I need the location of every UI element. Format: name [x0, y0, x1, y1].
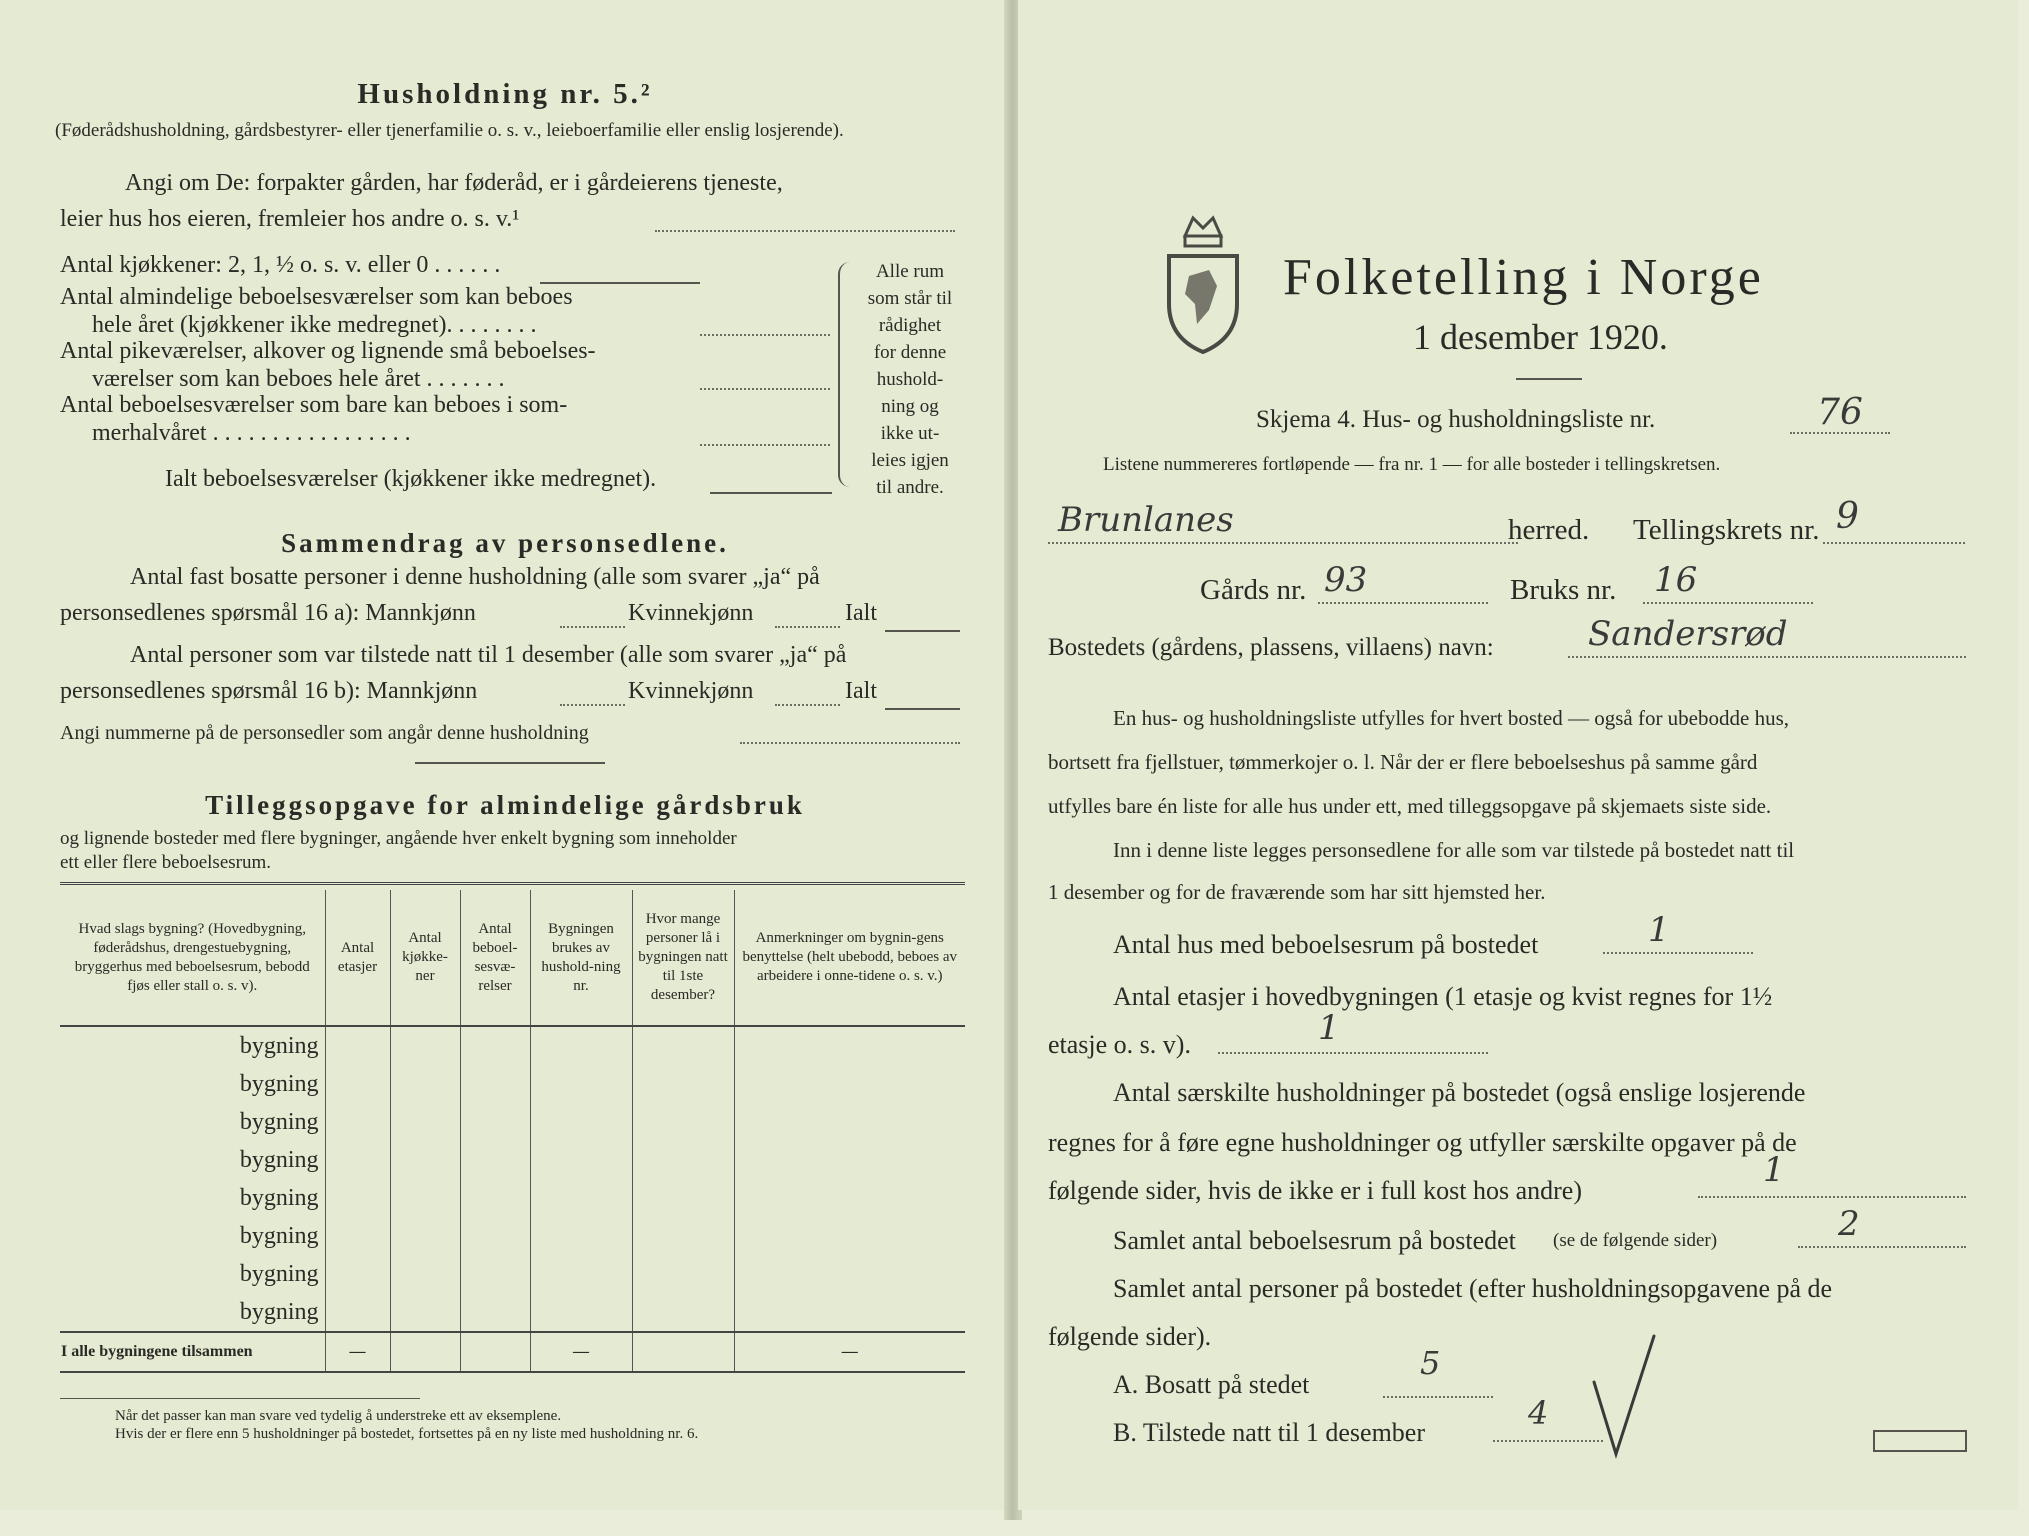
building-cell[interactable]: bygning — [239, 1298, 319, 1325]
coat-of-arms-icon — [1163, 212, 1243, 356]
header-floors: Antal etasjer — [325, 890, 390, 1026]
bruks-line — [1643, 602, 1813, 604]
houses-label: Antal hus med beboelsesrum på bostedet — [1113, 930, 1539, 959]
floors-line — [1218, 1052, 1488, 1054]
intro-line-1: Angi om De: forpakter gården, har føderåd, er i gårdeierens tjeneste, — [125, 170, 783, 196]
households-line — [1698, 1196, 1966, 1198]
form-date: 1 desember 1920. — [1413, 317, 1668, 357]
total-present-line[interactable] — [885, 708, 960, 710]
male-resident-line[interactable] — [560, 626, 625, 628]
summary-line-3: Antal personer som var tilstede natt til 1 desember (alle som svarer „ja“ på — [130, 642, 847, 668]
left-page — [0, 0, 1010, 1510]
header-persons: Hvor mange personer lå i bygningen natt til 1ste desember? — [632, 890, 734, 1026]
total-dash: — — [325, 1332, 390, 1372]
persons-line-2: følgende sider). — [1048, 1322, 1212, 1351]
form-title: Folketelling i Norge — [1283, 249, 1764, 306]
header-rooms: Antal beboel-sesvæ-relser — [460, 890, 530, 1026]
rooms-answer-line[interactable] — [700, 334, 830, 336]
total-dash: — — [530, 1332, 632, 1372]
building-cell[interactable]: bygning — [239, 1108, 319, 1135]
numbers-label: Angi nummerne på de personsedler som angår denne husholdning — [60, 722, 589, 744]
summer-rooms-answer-line[interactable] — [700, 444, 830, 446]
persons-line-1: Samlet antal personer på bostedet (efter husholdningsopgavene på de — [1113, 1274, 1833, 1303]
district-value[interactable]: 9 — [1836, 496, 1859, 537]
brace-note-line: som står til — [867, 288, 953, 309]
footnote-rule — [60, 1398, 420, 1399]
rooms-label-2: hele året (kjøkkener ikke medregnet). . . . . . . . — [92, 312, 537, 338]
header-building-type: Hvad slags bygning? (Hovedbygning, føderådshus, drengestuebygning, bryggerhus med beboelsesrum, bebodd fjøs eller stall o. s. v). — [60, 890, 325, 1026]
building-cell[interactable]: bygning — [239, 1070, 319, 1097]
table-top-rule — [60, 882, 965, 885]
footnote-2: Hvis der er flere enn 5 husholdninger på bostedet, fortsettes på en ny liste med husholdning nr. 6. — [115, 1426, 699, 1442]
male-present-line[interactable] — [560, 704, 625, 706]
brace-note-line: hushold- — [876, 369, 944, 390]
table-row — [60, 1103, 965, 1141]
table-row — [60, 1217, 965, 1255]
total-label-2: Ialt — [845, 678, 877, 704]
building-table — [60, 890, 965, 1373]
instruction-line-5: 1 desember og for de fraværende som har sitt hjemsted her. — [1048, 880, 1546, 904]
gards-label: Gårds nr. — [1200, 574, 1307, 606]
households-line-2: regnes for å føre egne husholdninger og utfyller særskilte opgaver på de — [1048, 1128, 1797, 1157]
gards-line — [1318, 602, 1488, 604]
header-household-nr: Bygningen brukes av hushold-ning nr. — [530, 890, 632, 1026]
table-row — [60, 1141, 965, 1179]
total-rooms-answer-line[interactable] — [710, 492, 832, 494]
building-cell[interactable]: bygning — [239, 1184, 319, 1211]
intro-line-2: leier hus hos eieren, fremleier hos andre o. s. v.¹ — [60, 206, 520, 232]
present-label: B. Tilstede natt til 1 desember — [1113, 1418, 1425, 1447]
table-row — [60, 1255, 965, 1293]
numbers-answer-line[interactable] — [740, 742, 960, 744]
households-value[interactable]: 1 — [1763, 1150, 1785, 1190]
table-row — [60, 1065, 965, 1103]
brace-note — [850, 258, 970, 501]
check-mark-icon — [1588, 1330, 1668, 1460]
summer-rooms-label-2: merhalvåret . . . . . . . . . . . . . . . . . — [92, 420, 411, 446]
floors-line-1: Antal etasjer i hovedbygningen (1 etasje og kvist regnes for 1½ — [1113, 982, 1773, 1011]
female-label-1: Kvinnekjønn — [628, 600, 754, 626]
header-kitchens: Antal kjøkke-ner — [390, 890, 460, 1026]
intro-answer-line[interactable] — [655, 230, 955, 232]
brace-note-line: leies igjen — [871, 450, 949, 471]
maid-rooms-answer-line[interactable] — [700, 388, 830, 390]
instruction-line-3: utfylles bare én liste for alle hus under ett, med tilleggsopgave på skjemaets siste side. — [1048, 794, 1772, 818]
schema-label: Skjema 4. Hus- og husholdningsliste nr. — [1256, 406, 1656, 433]
bruks-value[interactable]: 16 — [1654, 560, 1698, 600]
female-label-2: Kvinnekjønn — [628, 678, 754, 704]
total-rooms-line — [1798, 1246, 1966, 1248]
building-cell[interactable]: bygning — [239, 1032, 319, 1059]
summer-rooms-label-1: Antal beboelsesværelser som bare kan beboes i som- — [60, 392, 568, 418]
right-page — [1018, 0, 2018, 1510]
numbering-note: Listene nummereres fortløpende — fra nr. 1 — for alle bosteder i tellingskretsen. — [1103, 454, 1721, 475]
household-subtitle: (Føderådshusholdning, gårdsbestyrer- eller tjenerfamilie o. s. v., leieboerfamilie eller enslig losjerende). — [55, 120, 844, 141]
building-cell[interactable]: bygning — [239, 1222, 319, 1249]
municipality-line — [1048, 542, 1518, 544]
female-present-line[interactable] — [775, 704, 840, 706]
bruks-label: Bruks nr. — [1510, 574, 1617, 606]
municipality-value[interactable]: Brunlanes — [1058, 500, 1234, 540]
floors-line-2: etasje o. s. v). — [1048, 1030, 1191, 1059]
brace-note-line: Alle rum — [875, 261, 945, 282]
present-line — [1493, 1440, 1603, 1442]
brace-note-line: ikke ut- — [880, 423, 940, 444]
summary-line-4: personsedlenes spørsmål 16 b): Mannkjønn — [60, 678, 478, 704]
total-rooms-note: (se de følgende sider) — [1553, 1230, 1718, 1251]
district-label: Tellingskrets nr. — [1633, 514, 1820, 546]
supplement-title: Tilleggsopgave for almindelige gårdsbruk — [205, 790, 805, 820]
brace-note-line: rådighet — [878, 315, 942, 336]
schema-number[interactable]: 76 — [1817, 392, 1863, 433]
brace-note-line: ning og — [881, 396, 939, 417]
instruction-line-4: Inn i denne liste legges personsedlene for alle som var tilstede på bostedet natt til — [1113, 838, 1795, 862]
kitchens-label: Antal kjøkkener: 2, 1, ½ o. s. v. eller 0 . . . . . . — [60, 252, 501, 278]
place-label: Bostedets (gårdens, plassens, villaens) navn: — [1048, 634, 1494, 661]
brace-note-line: for denne — [873, 342, 947, 363]
rooms-label-1: Antal almindelige beboelsesværelser som kan beboes — [60, 284, 573, 310]
instruction-line-1: En hus- og husholdningsliste utfylles for hvert bosted — også for ubebodde hus, — [1113, 706, 1789, 730]
present-value[interactable]: 4 — [1528, 1394, 1549, 1432]
place-line — [1568, 656, 1966, 658]
header-remarks: Anmerkninger om bygnin-gens benyttelse (helt ubebodd, beboes av arbeidere i onne-tidene o. s. v.) — [734, 890, 965, 1026]
title-divider — [1516, 378, 1582, 380]
total-rooms-label: Ialt beboelsesværelser (kjøkkener ikke medregnet). — [165, 466, 657, 492]
total-rooms-value[interactable]: 2 — [1838, 1204, 1860, 1244]
brace-note-line: til andre. — [876, 477, 944, 498]
female-resident-line[interactable] — [775, 626, 840, 628]
table-total-row — [60, 1332, 965, 1372]
table-row — [60, 1293, 965, 1332]
total-dash: — — [734, 1332, 965, 1372]
summary-line-2: personsedlenes spørsmål 16 a): Mannkjønn — [60, 600, 476, 626]
building-cell[interactable]: bygning — [239, 1146, 319, 1173]
summary-title: Sammendrag av personsedlene. — [281, 528, 729, 558]
supplement-line-1: og lignende bosteder med flere bygninger, angående hver enkelt bygning som inneholder — [60, 828, 737, 849]
houses-line — [1603, 952, 1753, 954]
gards-value[interactable]: 93 — [1324, 560, 1368, 600]
total-row-label: I alle bygningene tilsammen — [60, 1332, 325, 1372]
district-line — [1823, 542, 1965, 544]
resident-value[interactable]: 5 — [1420, 1344, 1441, 1382]
household-title: Husholdning nr. 5.² — [357, 78, 653, 110]
herred-label: herred. — [1508, 514, 1590, 546]
houses-value[interactable]: 1 — [1648, 910, 1670, 950]
floors-value[interactable]: 1 — [1318, 1008, 1340, 1048]
resident-line — [1383, 1396, 1493, 1398]
maid-rooms-label-1: Antal pikeværelser, alkover og lignende små beboelses- — [60, 338, 596, 364]
table-row — [60, 1179, 965, 1217]
footnote-1: Når det passer kan man svare ved tydelig å understreke ett av eksemplene. — [115, 1408, 562, 1424]
printer-stamp — [1873, 1430, 1967, 1452]
households-line-3: følgende sider, hvis de ikke er i full kost hos andre) — [1048, 1176, 1582, 1205]
section-divider — [415, 762, 605, 764]
instruction-line-2: bortsett fra fjellstuer, tømmerkojer o. l. Når der er flere beboelseshus på samme gård — [1048, 750, 1758, 774]
resident-label: A. Bosatt på stedet — [1113, 1370, 1310, 1399]
total-label-1: Ialt — [845, 600, 877, 626]
supplement-line-2: ett eller flere beboelsesrum. — [60, 852, 272, 873]
maid-rooms-label-2: værelser som kan beboes hele året . . . . . . . — [92, 366, 505, 392]
place-value[interactable]: Sandersrød — [1588, 614, 1788, 654]
total-rooms-label-right: Samlet antal beboelsesrum på bostedet — [1113, 1226, 1516, 1255]
summary-line-1: Antal fast bosatte personer i denne husholdning (alle som svarer „ja“ på — [130, 564, 820, 590]
table-row — [60, 1026, 965, 1065]
schema-number-line — [1790, 432, 1890, 434]
building-cell[interactable]: bygning — [239, 1260, 319, 1287]
total-resident-line[interactable] — [885, 630, 960, 632]
households-line-1: Antal særskilte husholdninger på bostedet (også enslige losjerende — [1113, 1078, 1806, 1107]
